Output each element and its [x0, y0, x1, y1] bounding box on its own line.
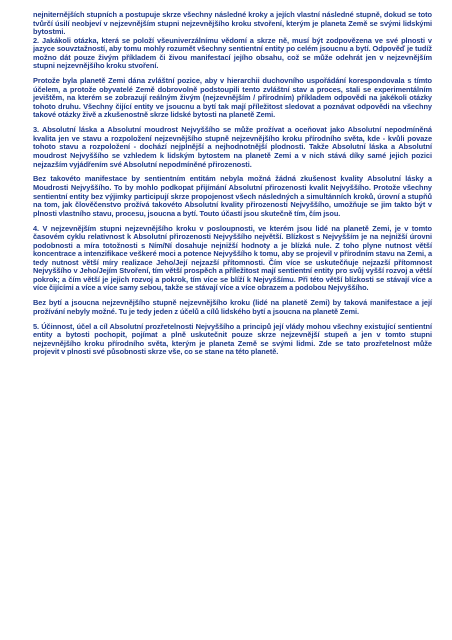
- paragraph-2-text: Protože byla planetě Zemi dána zvláštní pozice, aby v hierarchii duchovního uspořádání korespondovala s tímto účelem, a protože obyvatelé Země dobrovolně podstoupili tento zvláštní stav a proces, stali se experimentálním jevištěm, na kterém se zobrazují reálným živým (nejzevnějším / přírodním) příkladem odpovědi na jakékoli otázky tohoto druhu. Všechny čijící entity ve jsoucnu a bytí tak mají příležitost sledovat a poznávat odpovědi na všechny takové otázky živě a zkušenostně skrze lidské bytosti na planetě Zemi.: [33, 76, 432, 120]
- paragraph-3: [33, 126, 432, 169]
- paragraph-5: [33, 225, 432, 293]
- paragraph-2: [33, 77, 432, 120]
- paragraph-4: [33, 175, 432, 218]
- paragraph-1: [33, 11, 432, 71]
- paragraph-1-text: nejniternějších stupních a postupuje skrze všechny následné kroky a jejích vlastní následné stupně, dokud se toto tvůrčí úsilí neobjeví v nejzevnějším stupni nejzevnějšího kroku stvoření, kterým je planeta Země se svými lidskými bytostmi. 2. Jakákoli otázka, která se položí všeuniverzálnímu vědomí a skrze ně, musí být zodpovězena ve své plnosti v jazyce souvztažností, aby tomu mohly rozumět všechny sentientní entity po celém jsoucnu a bytí. Odpověď je tudíž možno dát pouze živým příkladem či živou manifestací jejího obsahu, což se může odehrát jen v nejzevnějším stupni nejzevnějšího kroku stvoření.: [33, 10, 432, 71]
- paragraph-7: [33, 323, 432, 357]
- paragraph-5-text: 4. V nejzevnějším stupni nejzevnějšího kroku v posloupnosti, ve kterém jsou lidé na planetě Zemi, je v tomto časovém cyklu relativnost k Absolutní přirozenosti Nejvyššího největší. Blízkost s Nejvyšším je na nejnižší úrovni podobnosti a míra totožnosti s Ním/Ní dosahuje nejnižší hodnoty a je blízká nule. Z toho plyne nutnost větší koncentrace a intenzifikace veškeré moci a potence Nejvyššího k tomu, aby se projevil v přírodním stavu na Zemi, a tedy nutnost větší míry realizace Jeho/Její nejzazší přítomnosti. Čím více se uskutečňuje nejzazší přítomnost Nejvyššího v Jeho/Jejím Stvoření, tím větší prospěch a příležitost mají sentientní entity pro svůj vyšší rozvoj a větší pokrok; a čím větší je jejich rozvoj a pokrok, tím více se blíží k Nejvyššímu. Při této větší blízkosti se stávají více a více čijícími a více a více samy sebou, takže se stávají více a více obrazem a podobou Nejvyššího.: [33, 223, 432, 293]
- paragraph-6: [33, 299, 432, 316]
- paragraph-7-text: 5. Účinnost, účel a cíl Absolutní prozřetelnosti Nejvyššího a principů její vlády mohou všechny existující sentientní entity a bytosti pochopit, pojímat a plně uskutečnit pouze skrze nejzevnější stupeň a jen v tomto stupni nejzevnějšího kroku přírodního světa, kterým je planeta Země se svými lidmi. Zde se tato prozřetelnost může projevit v plnosti své působnosti skrze vše, co se stane na této planetě.: [33, 321, 432, 357]
- paragraph-3-text: 3. Absolutní láska a Absolutní moudrost Nejvyššího se může prožívat a oceňovat jako Absolutní nepodmíněná kvalita jen ve stavu a rozpoložení nejzevnějšího stupně nejzevnějšího kroku přírodního světa, kde - kvůli povaze tohoto stavu a rozpoložení - dochází nejplnější a nejhodnotnější plodnosti. Takže Absolutní láska a Absolutní moudrost Nejvyššího se vzhledem k lidským bytostem na planetě Zemi a v nich stává díky samé jejich pozici nejzazším vyjádřením své Absolutní nepodmíněné přirozenosti.: [33, 125, 432, 169]
- paragraph-6-text: Bez bytí a jsoucna nejzevnějšího stupně nejzevnějšího kroku (lidé na planetě Zemi) by taková manifestace a její prožívání nebyly možné. Tu je tedy jeden z účelů a cílů lidského bytí a jsoucna na planetě Zemi.: [33, 298, 432, 316]
- paragraph-4-text: Bez takovéto manifestace by sentientním entitám nebyla možná žádná zkušenost kvality Absolutní lásky a Moudrosti Nejvyššího. To by mohlo podkopat přijímání Absolutní přirozenosti kvalit Nejvyššího. Protože všechny sentientní entity bez výjimky participují skrze propojenost všech následných a simultánních kroků, úrovní a stupňů na tom, jak člověčenstvo prožívá takovéto Absolutní kvality přirozenosti Nejvyššího, umožňuje se jim takto být v plnosti vlastního stavu, procesu, jsoucna a bytí. Touto účastí jsou skutečně tím, čím jsou.: [33, 174, 432, 218]
